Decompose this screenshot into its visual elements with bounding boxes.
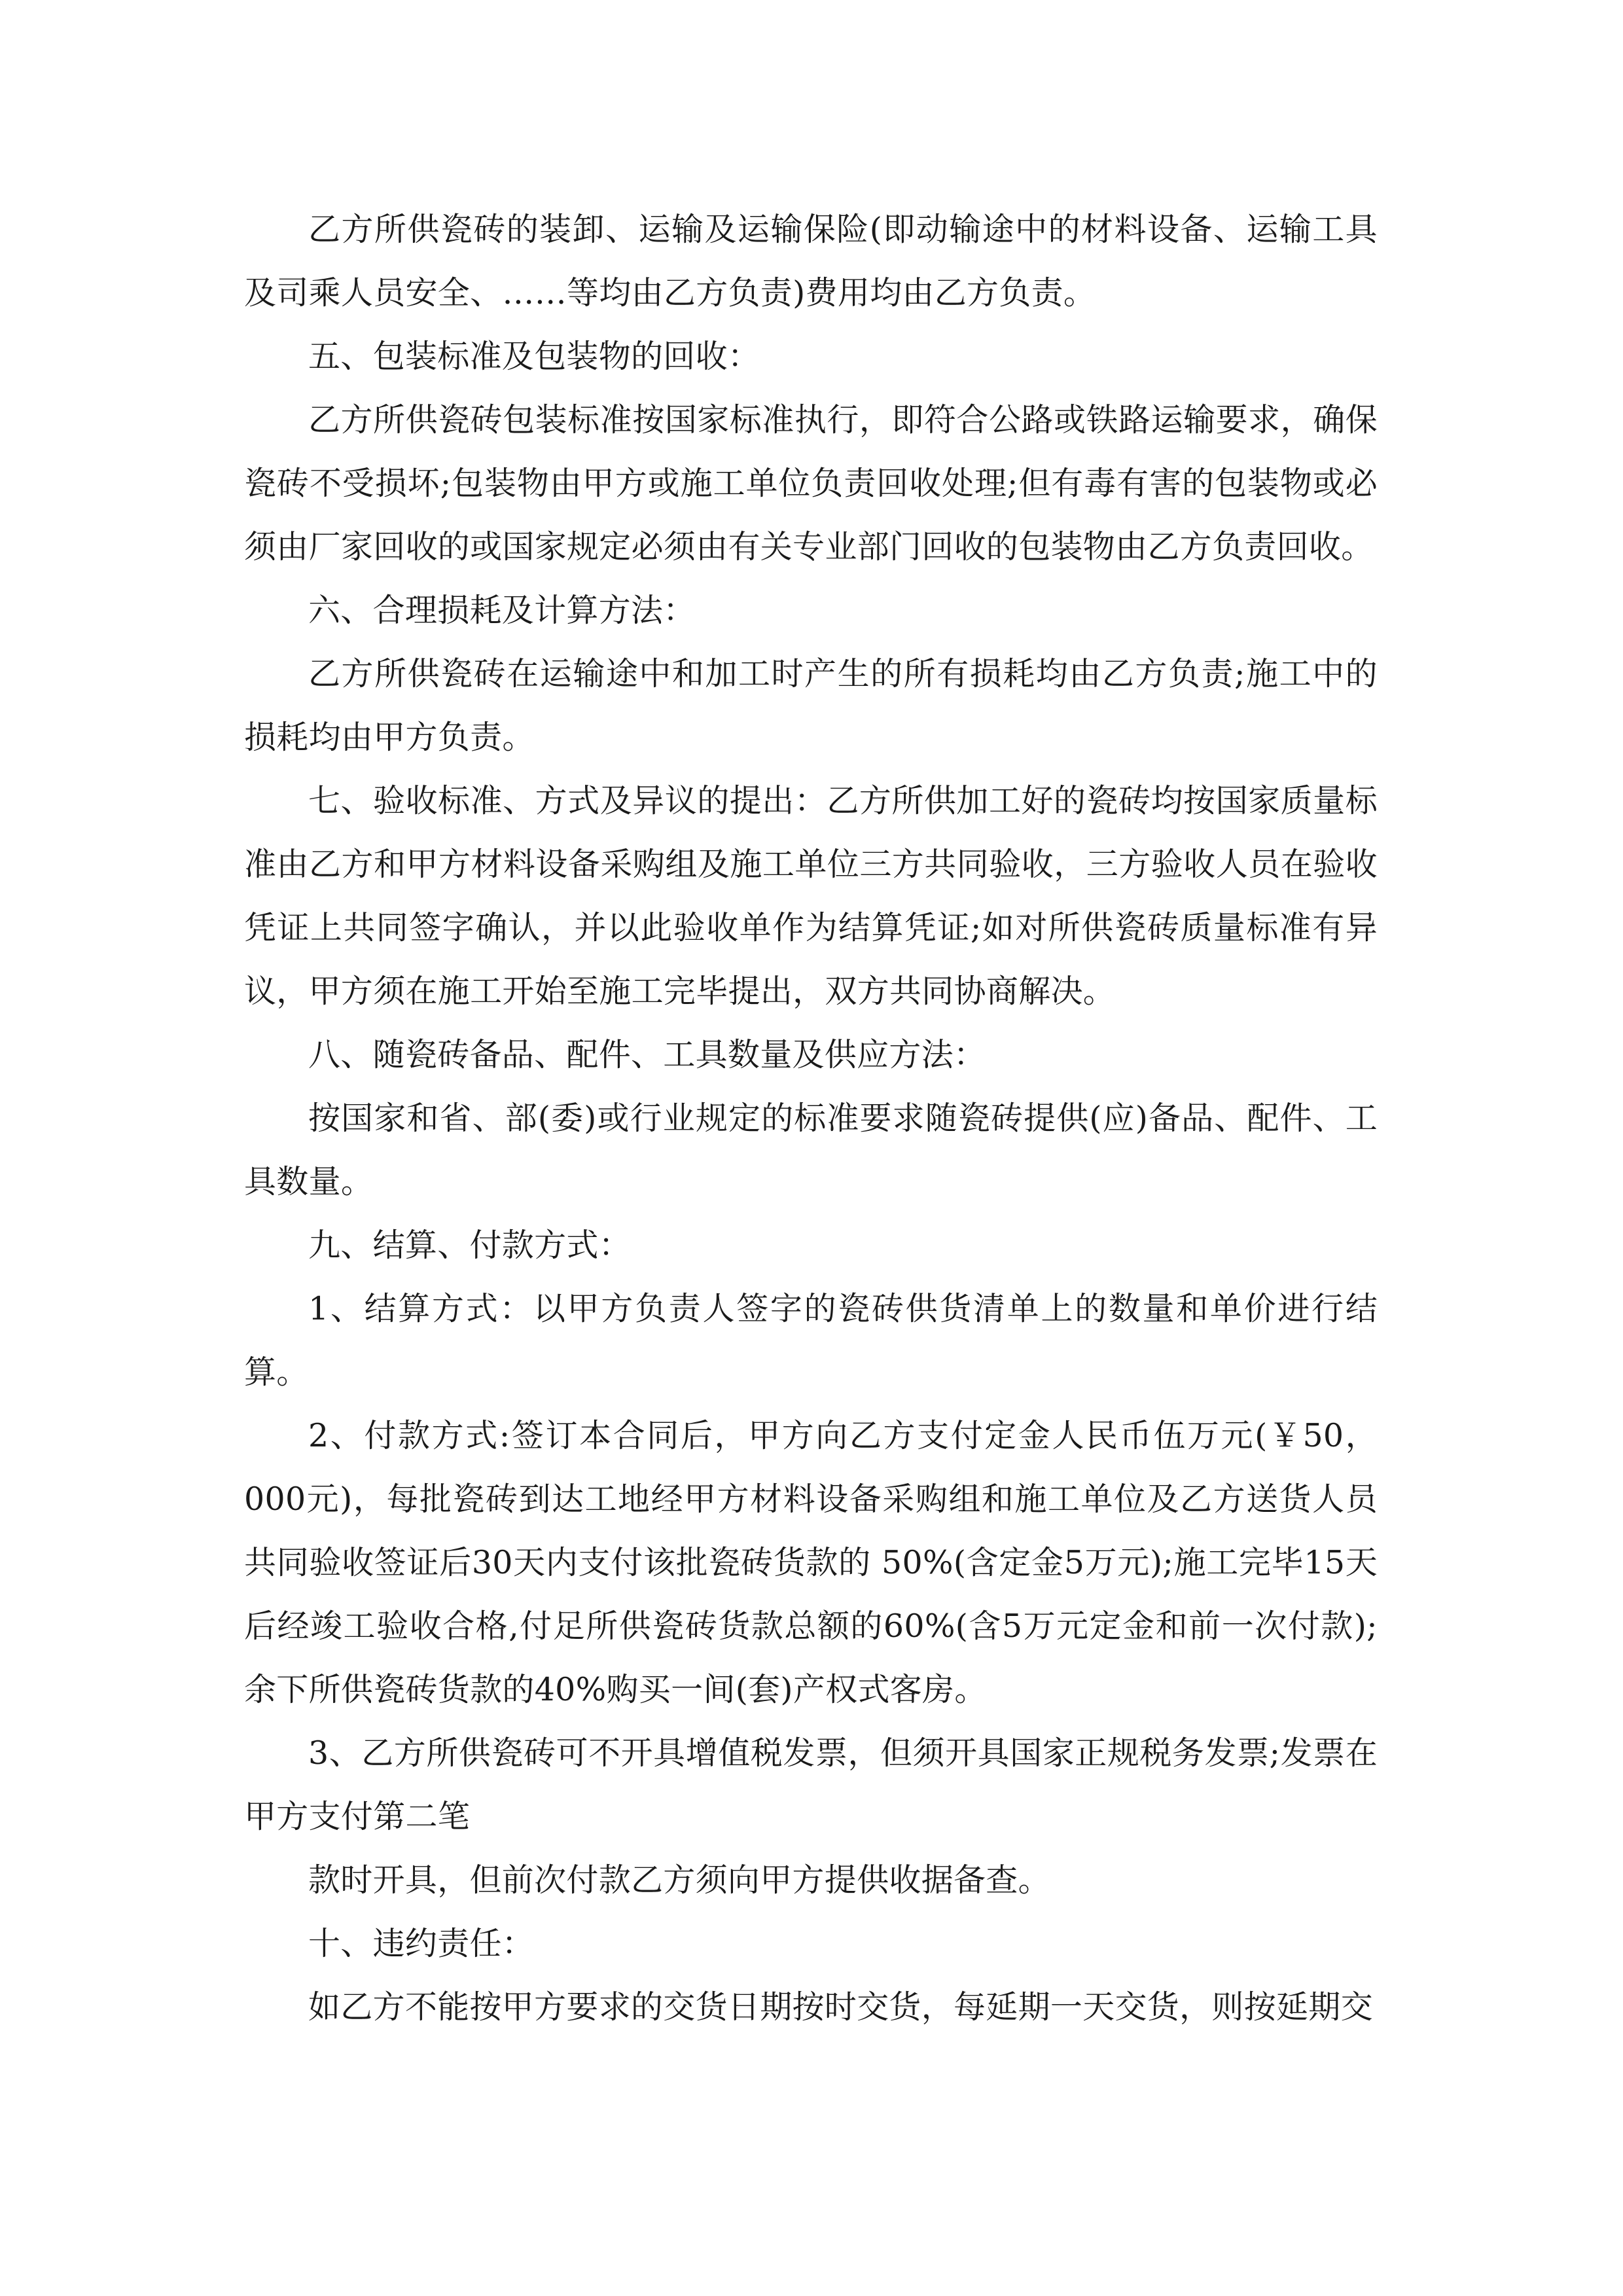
heading-loss: 六、合理损耗及计算方法： bbox=[308, 592, 696, 629]
paragraph-payment-method: 2、付款方式:签订本合同后，甲方向乙方支付定金人民币伍万元(￥50，000元)，每批瓷砖到达工地经甲方材料设备采购组和施工单位及乙方送货人员共同验收签证后30天内支付该批瓷砖货款的 50%(含定金5万元);施工完毕15天后经竣工验收合格,付足所供瓷砖货款总额的60%(含5万元定金和前一次付款);余下所供瓷砖货款的40%购买一间(套)产权式客房。 bbox=[244, 1417, 1378, 1708]
paragraph-loss: 乙方所供瓷砖在运输途中和加工时产生的所有损耗均由乙方负责;施工中的损耗均由甲方负责。 bbox=[244, 655, 1378, 756]
document-body bbox=[244, 198, 1378, 2039]
paragraph-acceptance: 七、验收标准、方式及异议的提出：乙方所供加工好的瓷砖均按国家质量标准由乙方和甲方材料设备采购组及施工单位三方共同验收，三方验收人员在验收凭证上共同签字确认，并以此验收单作为结算凭证;如对所供瓷砖质量标准有异议，甲方须在施工开始至施工完毕提出，双方共同协商解决。 bbox=[244, 782, 1378, 1010]
paragraph-breach: 如乙方不能按甲方要求的交货日期按时交货，每延期一天交货，则按延期交 bbox=[308, 1988, 1373, 2026]
paragraph-invoice-continued: 款时开具，但前次付款乙方须向甲方提供收据备查。 bbox=[308, 1861, 1050, 1899]
paragraph-settlement-method: 1、结算方式：以甲方负责人签字的瓷砖供货清单上的数量和单价进行结算。 bbox=[244, 1290, 1378, 1391]
paragraph-transport-cost: 乙方所供瓷砖的装卸、运输及运输保险(即动输途中的材料设备、运输工具及司乘人员安全、……等均由乙方负责)费用均由乙方负责。 bbox=[244, 211, 1378, 312]
heading-breach: 十、违约责任： bbox=[308, 1925, 535, 1962]
paragraph-invoice: 3、乙方所供瓷砖可不开具增值税发票，但须开具国家正规税务发票;发票在甲方支付第二笔 bbox=[244, 1734, 1378, 1835]
heading-packaging: 五、包装标准及包装物的回收： bbox=[308, 338, 760, 375]
heading-spare-parts: 八、随瓷砖备品、配件、工具数量及供应方法： bbox=[308, 1036, 986, 1073]
heading-settlement: 九、结算、付款方式： bbox=[308, 1227, 632, 1264]
paragraph-spare-parts: 按国家和省、部(委)或行业规定的标准要求随瓷砖提供(应)备品、配件、工具数量。 bbox=[244, 1100, 1378, 1200]
paragraph-packaging: 乙方所供瓷砖包装标准按国家标准执行，即符合公路或铁路运输要求，确保瓷砖不受损坏;包装物由甲方或施工单位负责回收处理;但有毒有害的包装物或必须由厂家回收的或国家规定必须由有关专业部门回收的包装物由乙方负责回收。 bbox=[244, 401, 1378, 565]
